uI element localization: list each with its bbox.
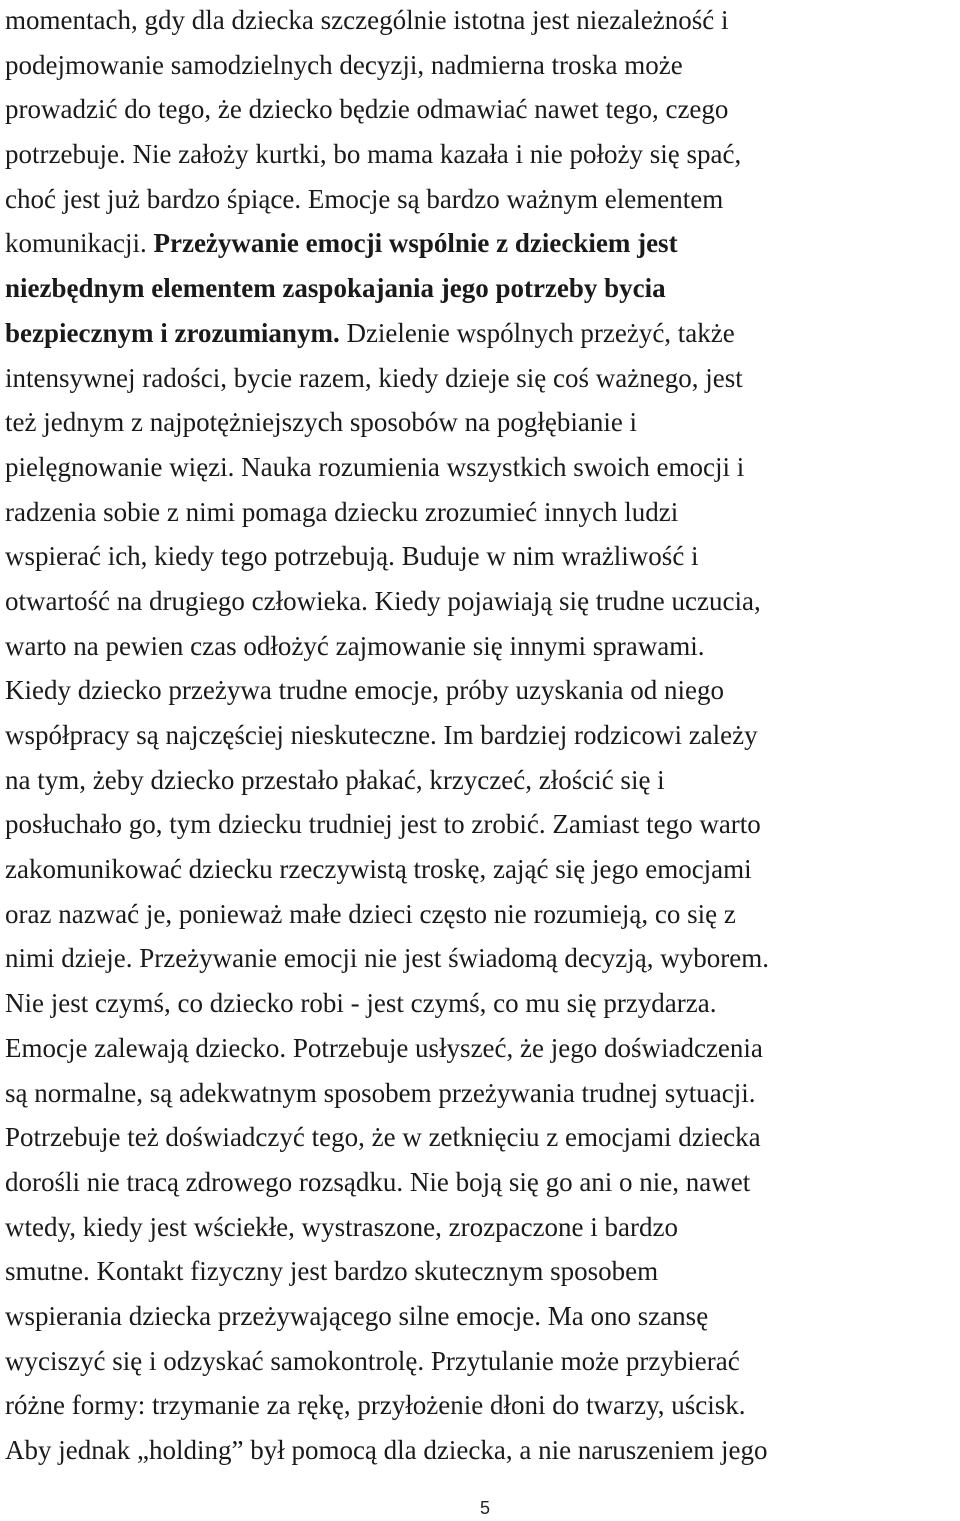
text-line (5, 1215, 960, 1260)
text-segment: momentach, gdy dla dziecka szczególnie istotna jest niezależność i (5, 8, 729, 35)
text-segment: smutne. Kontakt fizyczny jest bardzo skutecznym sposobem (5, 1259, 659, 1287)
text-line (5, 991, 960, 1036)
text-segment: też jednym z najpotężniejszych sposobów na pogłębianie i (5, 410, 638, 438)
text-line (5, 1438, 960, 1483)
text-segment: na tym, żeby dziecko przestało płakać, krzyczeć, złościć się i (5, 767, 665, 795)
text-line (5, 634, 960, 679)
text-segment: wspierać ich, kiedy tego potrzebują. Buduje w nim wrażliwość i (5, 544, 699, 572)
text-line (5, 812, 960, 857)
text-segment: wtedy, kiedy jest wściekłe, wystraszone, zrozpaczone i bardzo (5, 1214, 678, 1242)
text-line (5, 142, 960, 187)
text-segment: podejmowanie samodzielnych decyzji, nadmierna troska może (5, 52, 683, 80)
text-line (5, 544, 960, 589)
text-line (5, 1349, 960, 1394)
text-line (5, 8, 960, 53)
text-line (5, 53, 960, 98)
text-line (5, 231, 960, 276)
text-line (5, 500, 960, 545)
text-segment: Dzielenie wspólnych przeżyć, także (339, 320, 735, 348)
text-segment: oraz nazwać je, ponieważ małe dzieci często nie rozumieją, co się z (5, 901, 736, 929)
text-line (5, 768, 960, 813)
text-segment: Kiedy dziecko przeżywa trudne emocje, próby uzyskania od niego (5, 678, 724, 706)
text-segment: choć jest już bardzo śpiące. Emocje są bardzo ważnym elementem (5, 186, 724, 214)
text-line (5, 321, 960, 366)
page-number: 5 (479, 1498, 490, 1518)
text-segment: Aby jednak „holding” był pomocą dla dziecka, a nie naruszeniem jego (5, 1438, 768, 1465)
text-segment: pielęgnowanie więzi. Nauka rozumienia wszystkich swoich emocji i (5, 454, 745, 482)
text-segment: są normalne, są adekwatnym sposobem przeżywania trudnej sytuacji. (5, 1080, 756, 1108)
text-line (5, 1170, 960, 1215)
text-segment: nimi dzieje. Przeżywanie emocji nie jest świadomą decyzją, wyborem. (5, 946, 769, 974)
bold-text-segment: niezbędnym elementem zaspokajania jego potrzeby bycia (5, 276, 666, 304)
text-segment: radzenia sobie z nimi pomaga dziecku zrozumieć innych ludzi (5, 499, 679, 527)
bold-text-segment: bezpiecznym i zrozumianym. (5, 320, 340, 348)
text-line (5, 902, 960, 947)
text-line (5, 455, 960, 500)
text-segment: posłuchało go, tym dziecku trudniej jest to zrobić. Zamiast tego warto (5, 812, 761, 840)
text-line (5, 1259, 960, 1304)
text-segment: komunikacji. (5, 231, 154, 259)
text-line (5, 946, 960, 991)
text-segment: Nie jest czymś, co dziecko robi - jest czymś, co mu się przydarza. (5, 991, 717, 1019)
text-segment: różne formy: trzymanie za rękę, przyłożenie dłoni do twarzy, uścisk. (5, 1393, 746, 1421)
text-segment: współpracy są najczęściej nieskuteczne. Im bardziej rodzicowi zależy (5, 723, 758, 750)
text-segment: zakomunikować dziecku rzeczywistą troskę, zająć się jego emocjami (5, 857, 752, 885)
text-segment: potrzebuje. Nie założy kurtki, bo mama kazała i nie położy się spać, (5, 142, 742, 170)
text-line (5, 1081, 960, 1126)
text-line (5, 678, 960, 723)
text-segment: wspierania dziecka przeżywającego silne emocje. Ma ono szansę (5, 1303, 709, 1331)
text-line (5, 723, 960, 768)
text-segment: intensywnej radości, bycie razem, kiedy dzieje się coś ważnego, jest (5, 365, 743, 393)
text-line (5, 366, 960, 411)
text-segment: otwartość na drugiego człowieka. Kiedy pojawiają się trudne uczucia, (5, 588, 761, 616)
text-line (5, 1125, 960, 1170)
text-line (5, 1304, 960, 1349)
text-segment: dorośli nie tracą zdrowego rozsądku. Nie boją się go ani o nie, nawet (5, 1169, 751, 1197)
text-segment: Emocje zalewają dziecko. Potrzebuje usłyszeć, że jego doświadczenia (5, 1035, 763, 1063)
text-line (5, 276, 960, 321)
text-line (5, 1036, 960, 1081)
text-segment: Potrzebuje też doświadczyć tego, że w zetknięciu z emocjami dziecka (5, 1125, 761, 1153)
text-segment: wyciszyć się i odzyskać samokontrolę. Przytulanie może przybierać (5, 1348, 740, 1376)
text-segment: prowadzić do tego, że dziecko będzie odmawiać nawet tego, czego (5, 97, 729, 125)
text-line (5, 187, 960, 232)
text-line (5, 1393, 960, 1438)
body-text (5, 8, 960, 1483)
bold-text-segment: Przeżywanie emocji wspólnie z dzieckiem jest (153, 231, 678, 259)
text-segment: warto na pewien czas odłożyć zajmowanie się innymi sprawami. (5, 633, 705, 661)
text-line (5, 97, 960, 142)
text-line (5, 857, 960, 902)
text-line (5, 410, 960, 455)
text-line (5, 589, 960, 634)
